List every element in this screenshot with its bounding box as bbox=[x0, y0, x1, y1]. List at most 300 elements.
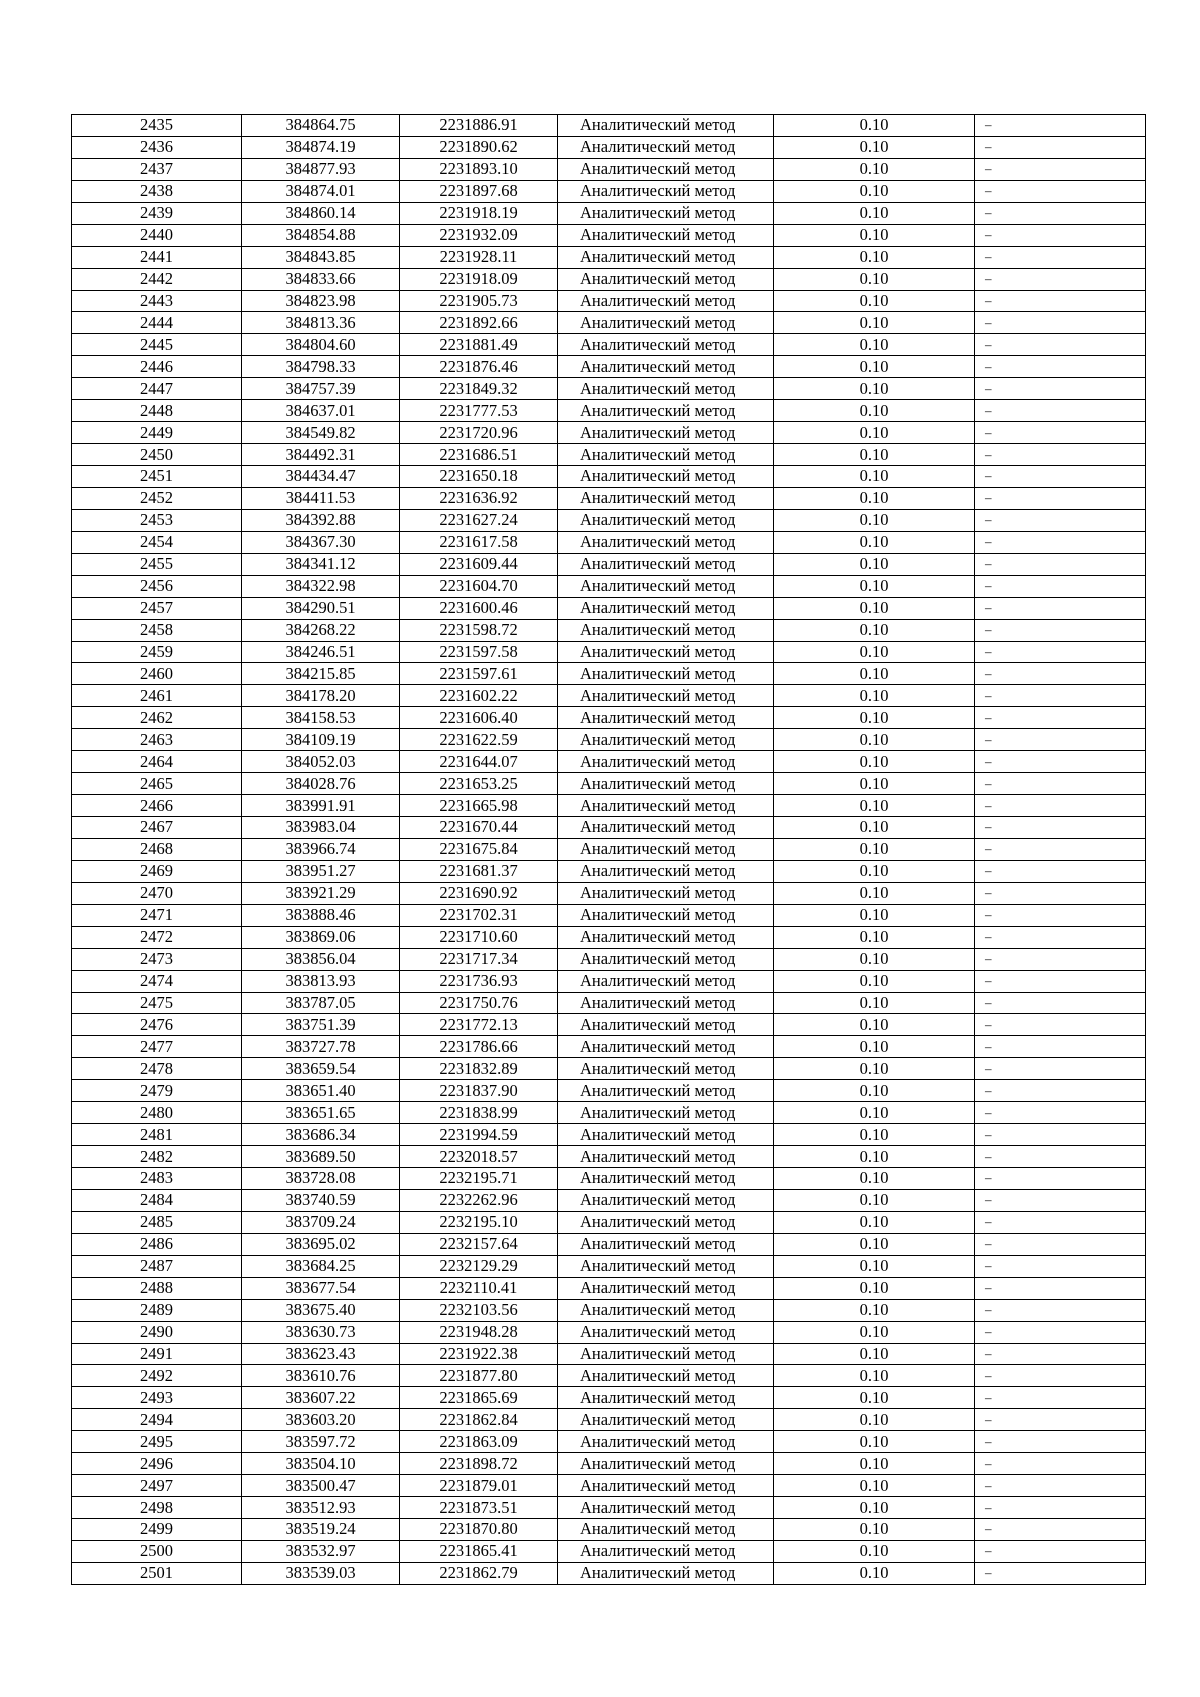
table-row bbox=[72, 1058, 1146, 1080]
method-cell: Аналитический метод bbox=[558, 1387, 774, 1409]
method-cell: Аналитический метод bbox=[558, 1321, 774, 1343]
table-row bbox=[72, 1365, 1146, 1387]
point-number-cell: 2436 bbox=[72, 136, 242, 158]
note-cell: – bbox=[975, 1189, 1146, 1211]
note-cell: – bbox=[975, 268, 1146, 290]
note-cell: – bbox=[975, 1387, 1146, 1409]
table-row bbox=[72, 1475, 1146, 1497]
note-cell: – bbox=[975, 970, 1146, 992]
table-row bbox=[72, 1168, 1146, 1190]
point-number-cell: 2497 bbox=[72, 1475, 242, 1497]
accuracy-cell: 0.10 bbox=[774, 290, 975, 312]
table-row bbox=[72, 795, 1146, 817]
accuracy-cell: 0.10 bbox=[774, 400, 975, 422]
accuracy-cell: 0.10 bbox=[774, 1233, 975, 1255]
table-row bbox=[72, 202, 1146, 224]
method-cell: Аналитический метод bbox=[558, 1058, 774, 1080]
x-coordinate-cell: 383689.50 bbox=[242, 1146, 400, 1168]
note-cell: – bbox=[975, 1124, 1146, 1146]
point-number-cell: 2450 bbox=[72, 444, 242, 466]
y-coordinate-cell: 2231710.60 bbox=[400, 926, 558, 948]
x-coordinate-cell: 383856.04 bbox=[242, 948, 400, 970]
accuracy-cell: 0.10 bbox=[774, 1189, 975, 1211]
y-coordinate-cell: 2231873.51 bbox=[400, 1497, 558, 1519]
x-coordinate-cell: 384052.03 bbox=[242, 751, 400, 773]
point-number-cell: 2448 bbox=[72, 400, 242, 422]
accuracy-cell: 0.10 bbox=[774, 246, 975, 268]
y-coordinate-cell: 2231893.10 bbox=[400, 158, 558, 180]
method-cell: Аналитический метод bbox=[558, 882, 774, 904]
table-row bbox=[72, 1102, 1146, 1124]
table-row bbox=[72, 1124, 1146, 1146]
coordinates-table bbox=[71, 114, 1146, 1585]
point-number-cell: 2442 bbox=[72, 268, 242, 290]
y-coordinate-cell: 2231928.11 bbox=[400, 246, 558, 268]
note-cell: – bbox=[975, 1277, 1146, 1299]
table-row bbox=[72, 1233, 1146, 1255]
method-cell: Аналитический метод bbox=[558, 487, 774, 509]
table-row bbox=[72, 224, 1146, 246]
accuracy-cell: 0.10 bbox=[774, 773, 975, 795]
method-cell: Аналитический метод bbox=[558, 378, 774, 400]
point-number-cell: 2479 bbox=[72, 1080, 242, 1102]
point-number-cell: 2476 bbox=[72, 1014, 242, 1036]
table-row bbox=[72, 1255, 1146, 1277]
point-number-cell: 2460 bbox=[72, 663, 242, 685]
method-cell: Аналитический метод bbox=[558, 268, 774, 290]
note-cell: – bbox=[975, 400, 1146, 422]
accuracy-cell: 0.10 bbox=[774, 553, 975, 575]
point-number-cell: 2482 bbox=[72, 1146, 242, 1168]
table-row bbox=[72, 948, 1146, 970]
note-cell: – bbox=[975, 1519, 1146, 1541]
y-coordinate-cell: 2231675.84 bbox=[400, 838, 558, 860]
table-row bbox=[72, 926, 1146, 948]
note-cell: – bbox=[975, 1365, 1146, 1387]
y-coordinate-cell: 2232110.41 bbox=[400, 1277, 558, 1299]
y-coordinate-cell: 2231905.73 bbox=[400, 290, 558, 312]
point-number-cell: 2455 bbox=[72, 553, 242, 575]
point-number-cell: 2454 bbox=[72, 531, 242, 553]
table-row bbox=[72, 1299, 1146, 1321]
accuracy-cell: 0.10 bbox=[774, 1036, 975, 1058]
note-cell: – bbox=[975, 1431, 1146, 1453]
y-coordinate-cell: 2231650.18 bbox=[400, 466, 558, 488]
x-coordinate-cell: 383603.20 bbox=[242, 1409, 400, 1431]
note-cell: – bbox=[975, 553, 1146, 575]
method-cell: Аналитический метод bbox=[558, 751, 774, 773]
accuracy-cell: 0.10 bbox=[774, 1255, 975, 1277]
y-coordinate-cell: 2231863.09 bbox=[400, 1431, 558, 1453]
accuracy-cell: 0.10 bbox=[774, 509, 975, 531]
x-coordinate-cell: 384637.01 bbox=[242, 400, 400, 422]
point-number-cell: 2452 bbox=[72, 487, 242, 509]
y-coordinate-cell: 2231702.31 bbox=[400, 904, 558, 926]
point-number-cell: 2446 bbox=[72, 356, 242, 378]
accuracy-cell: 0.10 bbox=[774, 992, 975, 1014]
point-number-cell: 2453 bbox=[72, 509, 242, 531]
x-coordinate-cell: 383921.29 bbox=[242, 882, 400, 904]
y-coordinate-cell: 2231892.66 bbox=[400, 312, 558, 334]
table-row bbox=[72, 444, 1146, 466]
table-row bbox=[72, 860, 1146, 882]
table-row bbox=[72, 356, 1146, 378]
method-cell: Аналитический метод bbox=[558, 970, 774, 992]
point-number-cell: 2468 bbox=[72, 838, 242, 860]
point-number-cell: 2501 bbox=[72, 1562, 242, 1584]
x-coordinate-cell: 383888.46 bbox=[242, 904, 400, 926]
accuracy-cell: 0.10 bbox=[774, 1365, 975, 1387]
x-coordinate-cell: 384322.98 bbox=[242, 575, 400, 597]
x-coordinate-cell: 384823.98 bbox=[242, 290, 400, 312]
point-number-cell: 2441 bbox=[72, 246, 242, 268]
note-cell: – bbox=[975, 773, 1146, 795]
note-cell: – bbox=[975, 1299, 1146, 1321]
y-coordinate-cell: 2231717.34 bbox=[400, 948, 558, 970]
note-cell: – bbox=[975, 290, 1146, 312]
x-coordinate-cell: 383991.91 bbox=[242, 795, 400, 817]
point-number-cell: 2464 bbox=[72, 751, 242, 773]
x-coordinate-cell: 383519.24 bbox=[242, 1519, 400, 1541]
method-cell: Аналитический метод bbox=[558, 553, 774, 575]
method-cell: Аналитический метод bbox=[558, 290, 774, 312]
accuracy-cell: 0.10 bbox=[774, 970, 975, 992]
x-coordinate-cell: 384109.19 bbox=[242, 729, 400, 751]
x-coordinate-cell: 383951.27 bbox=[242, 860, 400, 882]
accuracy-cell: 0.10 bbox=[774, 422, 975, 444]
note-cell: – bbox=[975, 1321, 1146, 1343]
point-number-cell: 2487 bbox=[72, 1255, 242, 1277]
note-cell: – bbox=[975, 1211, 1146, 1233]
method-cell: Аналитический метод bbox=[558, 202, 774, 224]
point-number-cell: 2480 bbox=[72, 1102, 242, 1124]
x-coordinate-cell: 383677.54 bbox=[242, 1277, 400, 1299]
x-coordinate-cell: 384813.36 bbox=[242, 312, 400, 334]
table-row bbox=[72, 1321, 1146, 1343]
method-cell: Аналитический метод bbox=[558, 1409, 774, 1431]
point-number-cell: 2491 bbox=[72, 1343, 242, 1365]
note-cell: – bbox=[975, 1036, 1146, 1058]
y-coordinate-cell: 2231665.98 bbox=[400, 795, 558, 817]
y-coordinate-cell: 2231897.68 bbox=[400, 180, 558, 202]
method-cell: Аналитический метод bbox=[558, 1102, 774, 1124]
y-coordinate-cell: 2231597.58 bbox=[400, 641, 558, 663]
note-cell: – bbox=[975, 904, 1146, 926]
y-coordinate-cell: 2231681.37 bbox=[400, 860, 558, 882]
point-number-cell: 2490 bbox=[72, 1321, 242, 1343]
y-coordinate-cell: 2231622.59 bbox=[400, 729, 558, 751]
method-cell: Аналитический метод bbox=[558, 597, 774, 619]
x-coordinate-cell: 383607.22 bbox=[242, 1387, 400, 1409]
note-cell: – bbox=[975, 356, 1146, 378]
y-coordinate-cell: 2231636.92 bbox=[400, 487, 558, 509]
accuracy-cell: 0.10 bbox=[774, 202, 975, 224]
accuracy-cell: 0.10 bbox=[774, 1540, 975, 1562]
point-number-cell: 2494 bbox=[72, 1409, 242, 1431]
table-row bbox=[72, 817, 1146, 839]
y-coordinate-cell: 2231879.01 bbox=[400, 1475, 558, 1497]
table-row bbox=[72, 1014, 1146, 1036]
note-cell: – bbox=[975, 1255, 1146, 1277]
accuracy-cell: 0.10 bbox=[774, 707, 975, 729]
table-row bbox=[72, 663, 1146, 685]
method-cell: Аналитический метод bbox=[558, 1277, 774, 1299]
table-row bbox=[72, 1277, 1146, 1299]
note-cell: – bbox=[975, 685, 1146, 707]
method-cell: Аналитический метод bbox=[558, 838, 774, 860]
point-number-cell: 2458 bbox=[72, 619, 242, 641]
accuracy-cell: 0.10 bbox=[774, 1475, 975, 1497]
method-cell: Аналитический метод bbox=[558, 1036, 774, 1058]
method-cell: Аналитический метод bbox=[558, 1211, 774, 1233]
point-number-cell: 2481 bbox=[72, 1124, 242, 1146]
table-row bbox=[72, 246, 1146, 268]
accuracy-cell: 0.10 bbox=[774, 1497, 975, 1519]
note-cell: – bbox=[975, 1562, 1146, 1584]
x-coordinate-cell: 384798.33 bbox=[242, 356, 400, 378]
accuracy-cell: 0.10 bbox=[774, 158, 975, 180]
table-row bbox=[72, 553, 1146, 575]
x-coordinate-cell: 383813.93 bbox=[242, 970, 400, 992]
method-cell: Аналитический метод bbox=[558, 400, 774, 422]
method-cell: Аналитический метод bbox=[558, 180, 774, 202]
table-row bbox=[72, 773, 1146, 795]
y-coordinate-cell: 2231948.28 bbox=[400, 1321, 558, 1343]
x-coordinate-cell: 383728.08 bbox=[242, 1168, 400, 1190]
x-coordinate-cell: 384341.12 bbox=[242, 553, 400, 575]
point-number-cell: 2459 bbox=[72, 641, 242, 663]
y-coordinate-cell: 2231837.90 bbox=[400, 1080, 558, 1102]
table-row bbox=[72, 575, 1146, 597]
x-coordinate-cell: 383751.39 bbox=[242, 1014, 400, 1036]
point-number-cell: 2477 bbox=[72, 1036, 242, 1058]
method-cell: Аналитический метод bbox=[558, 1453, 774, 1475]
x-coordinate-cell: 384549.82 bbox=[242, 422, 400, 444]
y-coordinate-cell: 2231750.76 bbox=[400, 992, 558, 1014]
note-cell: – bbox=[975, 1102, 1146, 1124]
point-number-cell: 2483 bbox=[72, 1168, 242, 1190]
x-coordinate-cell: 384434.47 bbox=[242, 466, 400, 488]
accuracy-cell: 0.10 bbox=[774, 663, 975, 685]
x-coordinate-cell: 384874.01 bbox=[242, 180, 400, 202]
y-coordinate-cell: 2231598.72 bbox=[400, 619, 558, 641]
accuracy-cell: 0.10 bbox=[774, 1562, 975, 1584]
accuracy-cell: 0.10 bbox=[774, 487, 975, 509]
point-number-cell: 2469 bbox=[72, 860, 242, 882]
table-row bbox=[72, 1519, 1146, 1541]
note-cell: – bbox=[975, 202, 1146, 224]
x-coordinate-cell: 384854.88 bbox=[242, 224, 400, 246]
y-coordinate-cell: 2231862.84 bbox=[400, 1409, 558, 1431]
y-coordinate-cell: 2231597.61 bbox=[400, 663, 558, 685]
accuracy-cell: 0.10 bbox=[774, 860, 975, 882]
note-cell: – bbox=[975, 1540, 1146, 1562]
note-cell: – bbox=[975, 926, 1146, 948]
table-row bbox=[72, 268, 1146, 290]
y-coordinate-cell: 2231653.25 bbox=[400, 773, 558, 795]
method-cell: Аналитический метод bbox=[558, 948, 774, 970]
accuracy-cell: 0.10 bbox=[774, 334, 975, 356]
y-coordinate-cell: 2231832.89 bbox=[400, 1058, 558, 1080]
accuracy-cell: 0.10 bbox=[774, 685, 975, 707]
point-number-cell: 2463 bbox=[72, 729, 242, 751]
accuracy-cell: 0.10 bbox=[774, 1321, 975, 1343]
y-coordinate-cell: 2232129.29 bbox=[400, 1255, 558, 1277]
table-row bbox=[72, 1343, 1146, 1365]
accuracy-cell: 0.10 bbox=[774, 1058, 975, 1080]
note-cell: – bbox=[975, 1453, 1146, 1475]
x-coordinate-cell: 383512.93 bbox=[242, 1497, 400, 1519]
note-cell: – bbox=[975, 1475, 1146, 1497]
table-row bbox=[72, 882, 1146, 904]
note-cell: – bbox=[975, 422, 1146, 444]
x-coordinate-cell: 384268.22 bbox=[242, 619, 400, 641]
note-cell: – bbox=[975, 1080, 1146, 1102]
table-row bbox=[72, 1036, 1146, 1058]
point-number-cell: 2449 bbox=[72, 422, 242, 444]
accuracy-cell: 0.10 bbox=[774, 378, 975, 400]
accuracy-cell: 0.10 bbox=[774, 597, 975, 619]
accuracy-cell: 0.10 bbox=[774, 466, 975, 488]
table-row bbox=[72, 1146, 1146, 1168]
accuracy-cell: 0.10 bbox=[774, 136, 975, 158]
point-number-cell: 2445 bbox=[72, 334, 242, 356]
note-cell: – bbox=[975, 663, 1146, 685]
x-coordinate-cell: 384367.30 bbox=[242, 531, 400, 553]
y-coordinate-cell: 2231602.22 bbox=[400, 685, 558, 707]
method-cell: Аналитический метод bbox=[558, 641, 774, 663]
x-coordinate-cell: 384290.51 bbox=[242, 597, 400, 619]
method-cell: Аналитический метод bbox=[558, 136, 774, 158]
point-number-cell: 2498 bbox=[72, 1497, 242, 1519]
note-cell: – bbox=[975, 180, 1146, 202]
x-coordinate-cell: 384215.85 bbox=[242, 663, 400, 685]
accuracy-cell: 0.10 bbox=[774, 1080, 975, 1102]
accuracy-cell: 0.10 bbox=[774, 817, 975, 839]
y-coordinate-cell: 2231736.93 bbox=[400, 970, 558, 992]
note-cell: – bbox=[975, 444, 1146, 466]
point-number-cell: 2488 bbox=[72, 1277, 242, 1299]
accuracy-cell: 0.10 bbox=[774, 1124, 975, 1146]
y-coordinate-cell: 2231922.38 bbox=[400, 1343, 558, 1365]
point-number-cell: 2438 bbox=[72, 180, 242, 202]
accuracy-cell: 0.10 bbox=[774, 312, 975, 334]
note-cell: – bbox=[975, 1409, 1146, 1431]
method-cell: Аналитический метод bbox=[558, 1014, 774, 1036]
y-coordinate-cell: 2231786.66 bbox=[400, 1036, 558, 1058]
table-row bbox=[72, 751, 1146, 773]
point-number-cell: 2489 bbox=[72, 1299, 242, 1321]
y-coordinate-cell: 2232195.71 bbox=[400, 1168, 558, 1190]
x-coordinate-cell: 384392.88 bbox=[242, 509, 400, 531]
point-number-cell: 2465 bbox=[72, 773, 242, 795]
y-coordinate-cell: 2231644.07 bbox=[400, 751, 558, 773]
method-cell: Аналитический метод bbox=[558, 1255, 774, 1277]
method-cell: Аналитический метод bbox=[558, 312, 774, 334]
method-cell: Аналитический метод bbox=[558, 224, 774, 246]
note-cell: – bbox=[975, 246, 1146, 268]
note-cell: – bbox=[975, 1233, 1146, 1255]
method-cell: Аналитический метод bbox=[558, 904, 774, 926]
accuracy-cell: 0.10 bbox=[774, 751, 975, 773]
table-row bbox=[72, 838, 1146, 860]
table-row bbox=[72, 685, 1146, 707]
y-coordinate-cell: 2231862.79 bbox=[400, 1562, 558, 1584]
method-cell: Аналитический метод bbox=[558, 992, 774, 1014]
y-coordinate-cell: 2232018.57 bbox=[400, 1146, 558, 1168]
table-row bbox=[72, 509, 1146, 531]
point-number-cell: 2495 bbox=[72, 1431, 242, 1453]
note-cell: – bbox=[975, 1497, 1146, 1519]
accuracy-cell: 0.10 bbox=[774, 115, 975, 137]
method-cell: Аналитический метод bbox=[558, 246, 774, 268]
table-row bbox=[72, 641, 1146, 663]
point-number-cell: 2440 bbox=[72, 224, 242, 246]
accuracy-cell: 0.10 bbox=[774, 444, 975, 466]
accuracy-cell: 0.10 bbox=[774, 356, 975, 378]
table-row bbox=[72, 136, 1146, 158]
method-cell: Аналитический метод bbox=[558, 1124, 774, 1146]
table-row bbox=[72, 707, 1146, 729]
method-cell: Аналитический метод bbox=[558, 1519, 774, 1541]
note-cell: – bbox=[975, 312, 1146, 334]
table-row bbox=[72, 487, 1146, 509]
y-coordinate-cell: 2231865.41 bbox=[400, 1540, 558, 1562]
x-coordinate-cell: 383686.34 bbox=[242, 1124, 400, 1146]
x-coordinate-cell: 383651.65 bbox=[242, 1102, 400, 1124]
x-coordinate-cell: 383597.72 bbox=[242, 1431, 400, 1453]
table-row bbox=[72, 1453, 1146, 1475]
table-row bbox=[72, 904, 1146, 926]
point-number-cell: 2443 bbox=[72, 290, 242, 312]
note-cell: – bbox=[975, 224, 1146, 246]
point-number-cell: 2451 bbox=[72, 466, 242, 488]
x-coordinate-cell: 383504.10 bbox=[242, 1453, 400, 1475]
accuracy-cell: 0.10 bbox=[774, 882, 975, 904]
method-cell: Аналитический метод bbox=[558, 685, 774, 707]
note-cell: – bbox=[975, 619, 1146, 641]
note-cell: – bbox=[975, 641, 1146, 663]
note-cell: – bbox=[975, 992, 1146, 1014]
table-row bbox=[72, 158, 1146, 180]
point-number-cell: 2472 bbox=[72, 926, 242, 948]
accuracy-cell: 0.10 bbox=[774, 531, 975, 553]
note-cell: – bbox=[975, 707, 1146, 729]
point-number-cell: 2447 bbox=[72, 378, 242, 400]
accuracy-cell: 0.10 bbox=[774, 575, 975, 597]
x-coordinate-cell: 384028.76 bbox=[242, 773, 400, 795]
coordinates-table-body bbox=[72, 115, 1146, 1585]
x-coordinate-cell: 383539.03 bbox=[242, 1562, 400, 1584]
table-row bbox=[72, 729, 1146, 751]
y-coordinate-cell: 2231627.24 bbox=[400, 509, 558, 531]
accuracy-cell: 0.10 bbox=[774, 180, 975, 202]
accuracy-cell: 0.10 bbox=[774, 268, 975, 290]
accuracy-cell: 0.10 bbox=[774, 1343, 975, 1365]
method-cell: Аналитический метод bbox=[558, 531, 774, 553]
y-coordinate-cell: 2232103.56 bbox=[400, 1299, 558, 1321]
y-coordinate-cell: 2231838.99 bbox=[400, 1102, 558, 1124]
y-coordinate-cell: 2231876.46 bbox=[400, 356, 558, 378]
table-row bbox=[72, 1211, 1146, 1233]
x-coordinate-cell: 383675.40 bbox=[242, 1299, 400, 1321]
note-cell: – bbox=[975, 1146, 1146, 1168]
method-cell: Аналитический метод bbox=[558, 1146, 774, 1168]
note-cell: – bbox=[975, 817, 1146, 839]
y-coordinate-cell: 2231617.58 bbox=[400, 531, 558, 553]
method-cell: Аналитический метод bbox=[558, 1562, 774, 1584]
x-coordinate-cell: 384411.53 bbox=[242, 487, 400, 509]
